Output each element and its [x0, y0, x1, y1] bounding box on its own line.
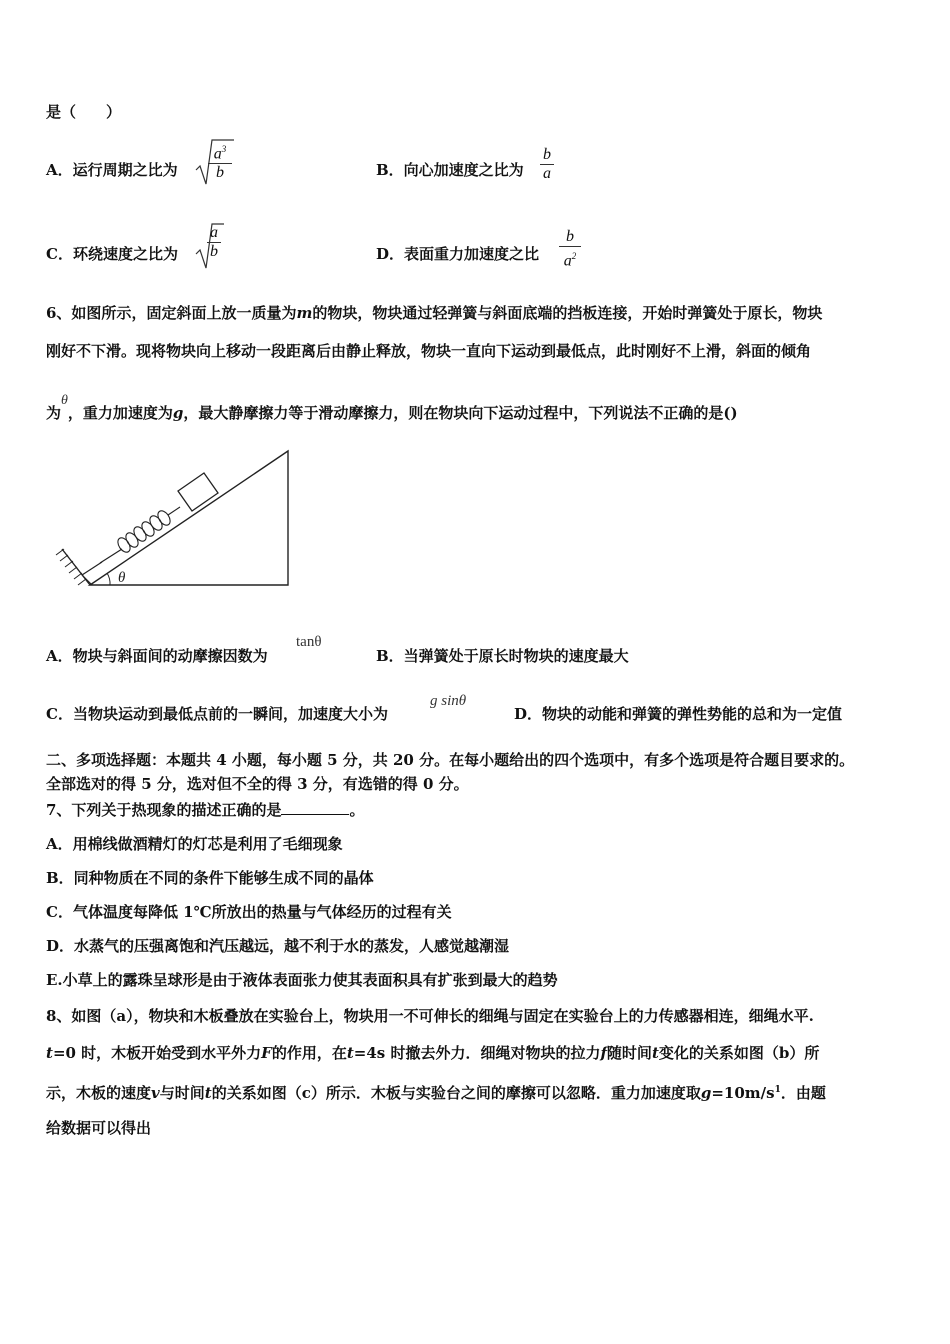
question-tail: 是（ ） — [46, 103, 122, 121]
theta-label: θ — [118, 570, 126, 586]
q8-stem-line4: 给数据可以得出 — [46, 1119, 152, 1137]
q5-option-b-label: B．向心加速度之比为 — [376, 161, 524, 179]
q5-option-b-fraction: b a — [540, 146, 554, 183]
q6-option-a-math: tanθ — [296, 634, 322, 650]
q5-option-a-fraction: $a^3$ b — [208, 140, 232, 182]
section2-heading-line2: 全部选对的得 5 分，选对但不全的得 3 分，有选错的得 0 分。 — [46, 775, 469, 793]
q6-stem-line3: 为θ，重力加速度为g，最大静摩擦力等于滑动摩擦力，则在物块向下运动过程中，下列说法不正确的是() — [46, 393, 738, 422]
section2-heading-line1: 二、多项选择题：本题共 4 小题，每小题 5 分，共 20 分。在每小题给出的四个选项中，有多个选项是符合题目要求的。 — [46, 751, 855, 769]
wall-stopper — [56, 549, 90, 585]
q6-stem-line2: 刚好不下滑。现将物块向上移动一段距离后由静止释放，物块一直向下运动到最低点，此时刚好不上滑，斜面的倾角 — [46, 342, 812, 360]
q6-option-b-label: B．当弹簧处于原长时物块的速度最大 — [376, 647, 629, 665]
q5-option-d-fraction: b $a^2$ — [559, 228, 581, 270]
q7-option-a: A．用棉线做酒精灯的灯芯是利用了毛细现象 — [46, 835, 343, 853]
angle-arc — [107, 573, 110, 585]
q7-option-b: B．同种物质在不同的条件下能够生成不同的晶体 — [46, 869, 374, 887]
q6-option-c-label: C．当物块运动到最低点前的一瞬间，加速度大小为 — [46, 705, 388, 723]
q5-option-a-label: A．运行周期之比为 — [46, 161, 178, 179]
q8-stem-line2: t=0 时，木板开始受到水平外力F的作用，在t=4s 时撤去外力．细绳对物块的拉力f随时间t变化的关系如图（b）所 — [46, 1044, 820, 1062]
q7-option-c: C．气体温度每降低 1℃所放出的热量与气体经历的过程有关 — [46, 903, 452, 921]
q6-stem-line1: 6、如图所示，固定斜面上放一质量为m的物块，物块通过轻弹簧与斜面底端的挡板连接，开始时弹簧处于原长，物块 — [46, 304, 823, 322]
q6-option-d-label: D．物块的动能和弹簧的弹性势能的总和为一定值 — [514, 705, 843, 723]
q5-option-c-label: C．环绕速度之比为 — [46, 245, 178, 263]
q7-option-e: E.小草上的露珠呈球形是由于液体表面张力使其表面积具有扩张到最大的趋势 — [46, 971, 558, 989]
q8-stem-line1: 8、如图（a），物块和木板叠放在实验台上，物块用一不可伸长的细绳与固定在实验台上的力传感器相连，细绳水平. — [46, 1007, 814, 1025]
answer-blank — [281, 800, 349, 815]
q8-stem-line3: 示，木板的速度v与时间t的关系如图（c）所示．木板与实验台之间的摩擦可以忽略．重力加速度取$g=10m/s^1$．由题 — [46, 1084, 826, 1102]
q7-stem: 7、下列关于热现象的描述正确的是 。 — [46, 801, 365, 819]
incline-figure — [52, 445, 297, 595]
q6-option-c-math: g sinθ — [430, 693, 467, 709]
q5-option-d-label: D．表面重力加速度之比 — [376, 245, 540, 263]
q7-option-d: D．水蒸气的压强离饱和汽压越远，越不利于水的蒸发，人感觉越潮湿 — [46, 937, 510, 955]
block — [178, 473, 218, 511]
incline-triangle — [90, 451, 288, 585]
q5-option-c-fraction: a b — [207, 224, 221, 261]
q6-option-a-label: A．物块与斜面间的动摩擦因数为 — [46, 647, 268, 665]
